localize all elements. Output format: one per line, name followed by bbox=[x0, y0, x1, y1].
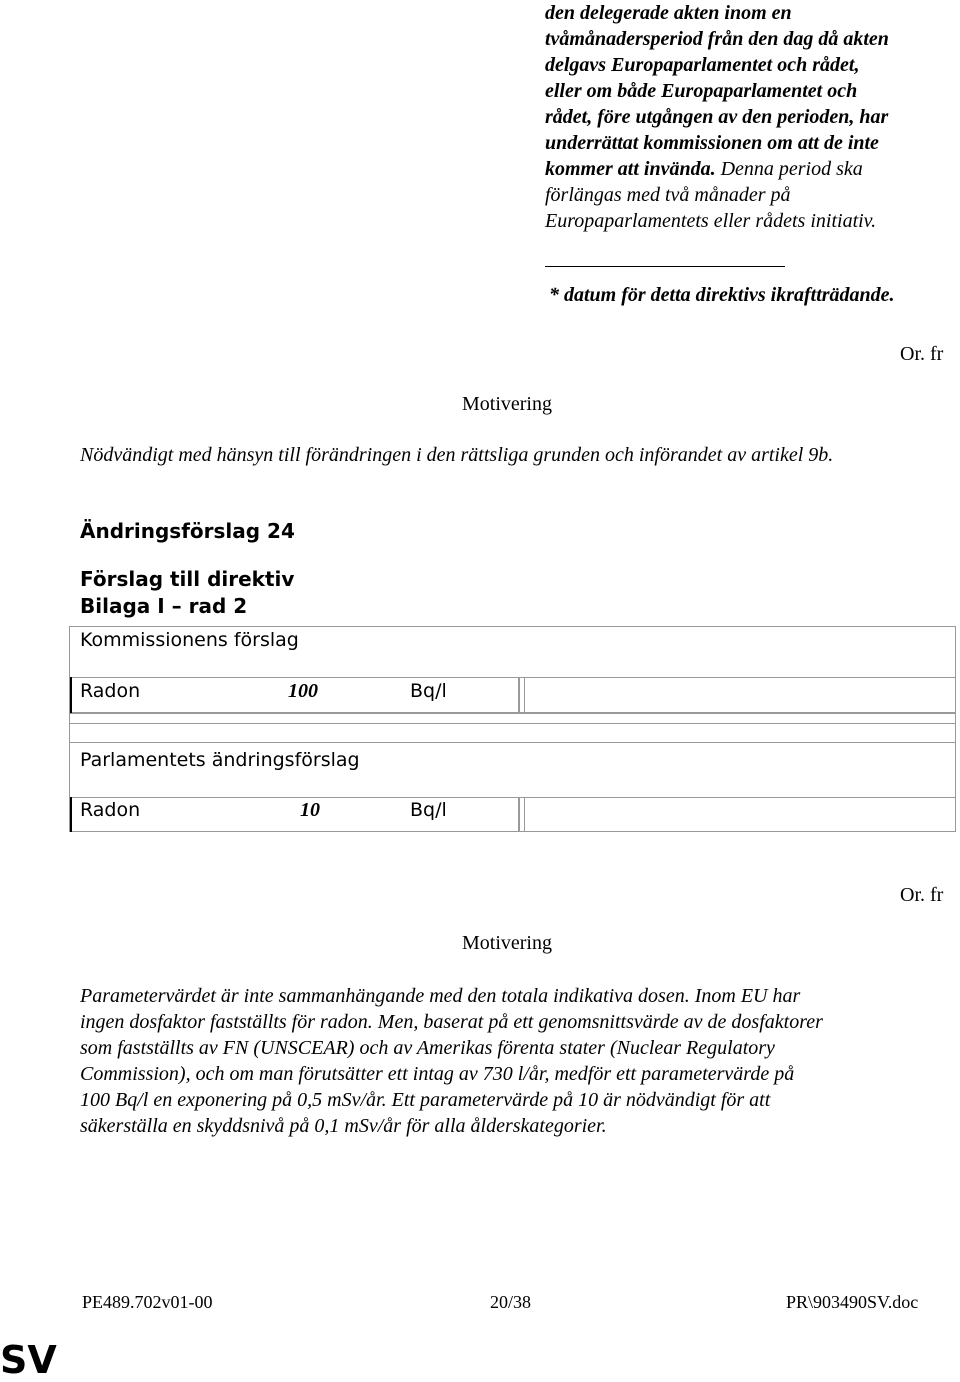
text-line: delgavs Europaparlamentet och rådet, bbox=[545, 54, 860, 76]
commission-row-unit: Bq/l bbox=[410, 680, 447, 702]
text-line: underrättat kommissionen om att de inte bbox=[545, 132, 879, 154]
table-rule bbox=[518, 677, 520, 713]
text-line: förlängas med två månader på bbox=[545, 184, 791, 206]
justification-heading: Motivering bbox=[462, 932, 552, 954]
page-number: 20/38 bbox=[490, 1292, 532, 1312]
text-line: 100 Bq/l en exponering på 0,5 mSv/år. Ett parametervärde på 10 är nödvändigt för att bbox=[80, 1089, 771, 1111]
commission-proposal-header: Kommissionens förslag bbox=[80, 629, 299, 651]
annex-reference: Bilaga I – rad 2 bbox=[80, 594, 248, 618]
language-code: SV bbox=[0, 1338, 57, 1382]
amendment-table bbox=[69, 626, 956, 832]
commission-row-value: 100 bbox=[288, 680, 318, 702]
justification-text: Nödvändigt med hänsyn till förändringen i den rättsliga grunden och införandet av artikel 9b. bbox=[80, 444, 834, 466]
table-rule bbox=[70, 723, 955, 724]
text-line bbox=[545, 156, 945, 182]
table-rule bbox=[70, 677, 72, 713]
table-rule bbox=[518, 797, 520, 832]
table-rule bbox=[70, 712, 955, 714]
text-line: Parametervärdet är inte sammanhängande med den totala indikativa dosen. Inom EU har bbox=[80, 985, 801, 1007]
justification-text bbox=[80, 983, 823, 1139]
commission-row-name: Radon bbox=[80, 680, 141, 702]
text-line: rådet, före utgången av den perioden, har bbox=[545, 106, 889, 128]
text-line: ingen dosfaktor fastställts för radon. Men, baserat på ett genomsnittsvärde av de dosfaktorer bbox=[80, 1011, 823, 1033]
parliament-row-name: Radon bbox=[80, 799, 141, 821]
table-rule bbox=[70, 677, 955, 678]
text-line: Commission), och om man förutsätter ett intag av 730 l/år, medför ett parametervärde på bbox=[80, 1063, 795, 1085]
text-segment-plain: Denna period ska bbox=[715, 158, 863, 180]
text-line: eller om både Europaparlamentet och bbox=[545, 80, 858, 102]
file-name: PR\903490SV.doc bbox=[786, 1292, 919, 1312]
table-rule bbox=[524, 797, 525, 832]
footnote: * datum för detta direktivs ikraftträdande. bbox=[549, 284, 895, 306]
text-line: Europaparlamentets eller rådets initiativ. bbox=[545, 210, 877, 232]
table-rule bbox=[524, 677, 525, 713]
justification-heading: Motivering bbox=[462, 393, 552, 415]
text-segment: kommer att invända. bbox=[545, 158, 716, 180]
text-line: den delegerade akten inom en bbox=[545, 2, 792, 24]
parliament-row-unit: Bq/l bbox=[410, 799, 447, 821]
document-reference: PE489.702v01-00 bbox=[82, 1292, 213, 1312]
text-line: som fastställts av FN (UNSCEAR) och av Amerikas förenta stater (Nuclear Regulatory bbox=[80, 1037, 775, 1059]
original-language-tag: Or. fr bbox=[900, 343, 944, 365]
parliament-row-value: 10 bbox=[300, 799, 320, 821]
original-language-tag: Or. fr bbox=[900, 884, 944, 906]
table-rule bbox=[70, 797, 955, 798]
table-rule bbox=[70, 797, 72, 832]
amendment-number: Ändringsförslag 24 bbox=[80, 519, 295, 543]
table-rule bbox=[70, 831, 955, 832]
table-rule bbox=[70, 742, 955, 743]
proposal-title: Förslag till direktiv bbox=[80, 567, 295, 591]
text-line: tvåmånadersperiod från den dag då akten bbox=[545, 28, 889, 50]
parliament-amendment-header: Parlamentets ändringsförslag bbox=[80, 749, 360, 771]
footnote-separator bbox=[545, 266, 785, 267]
amended-text-paragraph bbox=[545, 0, 945, 234]
text-line: säkerställa en skyddsnivå på 0,1 mSv/år för alla ålderskategorier. bbox=[80, 1115, 607, 1137]
